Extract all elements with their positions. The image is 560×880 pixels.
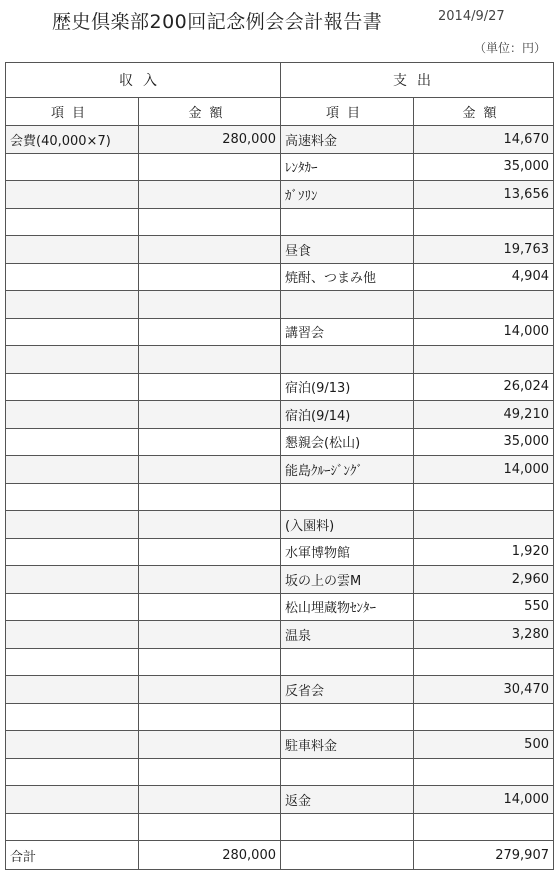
income-item-cell [6, 291, 139, 319]
income-item-header: 項目 [6, 98, 139, 126]
income-amount-cell [139, 758, 281, 786]
income-item-cell: 会費(40,000×7) [6, 126, 139, 154]
table-body [6, 126, 554, 841]
table-row [6, 786, 554, 814]
income-amount-header: 金額 [139, 98, 281, 126]
income-item-cell [6, 428, 139, 456]
income-item-cell [6, 566, 139, 594]
expense-item-cell: 反省会 [281, 676, 414, 704]
expense-item-cell [281, 291, 414, 319]
income-item-cell [6, 153, 139, 181]
income-item-cell [6, 346, 139, 374]
expense-item-cell [281, 758, 414, 786]
income-item-cell [6, 703, 139, 731]
table-row [6, 153, 554, 181]
expense-item-cell [281, 813, 414, 841]
income-item-cell [6, 236, 139, 264]
expense-amount-cell: 49,210 [414, 401, 554, 429]
income-item-cell [6, 318, 139, 346]
expense-item-cell: 水軍博物館 [281, 538, 414, 566]
expense-amount-cell: 14,000 [414, 318, 554, 346]
report-date: 2014/9/27 [438, 9, 505, 24]
expense-amount-cell [414, 346, 554, 374]
report-title: 歴史倶楽部200回記念例会会計報告書 [52, 11, 383, 33]
income-amount-cell [139, 153, 281, 181]
table-row [6, 236, 554, 264]
total-expense: 279,907 [414, 841, 554, 870]
income-amount-cell [139, 621, 281, 649]
expense-item-cell: 宿泊(9/14) [281, 401, 414, 429]
income-item-cell [6, 786, 139, 814]
income-item-cell [6, 648, 139, 676]
expense-item-cell [281, 703, 414, 731]
table-row [6, 703, 554, 731]
income-item-cell [6, 373, 139, 401]
table-row [6, 483, 554, 511]
expense-header: 支出 [281, 63, 554, 98]
income-amount-cell [139, 181, 281, 209]
income-amount-cell [139, 291, 281, 319]
income-amount-cell [139, 263, 281, 291]
section-header-row [6, 63, 554, 98]
expense-item-cell [281, 346, 414, 374]
table-row [6, 401, 554, 429]
total-label: 合計 [6, 841, 139, 870]
income-item-cell [6, 676, 139, 704]
total-row [6, 841, 554, 870]
expense-item-cell: 駐車料金 [281, 731, 414, 759]
expense-amount-cell: 13,656 [414, 181, 554, 209]
expense-item-cell: (入園料) [281, 511, 414, 539]
table-row [6, 208, 554, 236]
income-item-cell [6, 483, 139, 511]
expense-item-cell: 能島ｸﾙｰｼﾞﾝｸﾞ [281, 456, 414, 484]
expense-item-cell: 返金 [281, 786, 414, 814]
income-amount-cell [139, 318, 281, 346]
expense-amount-cell: 1,920 [414, 538, 554, 566]
expense-item-cell: 坂の上の雲M [281, 566, 414, 594]
table-row [6, 181, 554, 209]
expense-amount-cell: 35,000 [414, 428, 554, 456]
accounting-table [5, 62, 554, 870]
income-item-cell [6, 813, 139, 841]
table-row [6, 676, 554, 704]
table-row [6, 346, 554, 374]
income-item-cell [6, 593, 139, 621]
table-row [6, 538, 554, 566]
table-row [6, 373, 554, 401]
income-amount-cell [139, 731, 281, 759]
expense-amount-cell: 14,000 [414, 456, 554, 484]
table-row [6, 731, 554, 759]
expense-item-cell: 高速料金 [281, 126, 414, 154]
income-amount-cell [139, 401, 281, 429]
income-amount-cell [139, 786, 281, 814]
expense-amount-cell [414, 758, 554, 786]
total-spacer [281, 841, 414, 870]
income-item-cell [6, 538, 139, 566]
income-amount-cell [139, 648, 281, 676]
total-income: 280,000 [139, 841, 281, 870]
expense-item-cell: 昼食 [281, 236, 414, 264]
unit-note: （単位：円） [473, 41, 546, 55]
table-row [6, 593, 554, 621]
expense-item-cell [281, 208, 414, 236]
income-amount-cell [139, 373, 281, 401]
expense-item-cell [281, 648, 414, 676]
income-amount-cell [139, 456, 281, 484]
expense-item-cell: ﾚﾝﾀｶｰ [281, 153, 414, 181]
income-header: 収入 [6, 63, 281, 98]
income-amount-cell [139, 538, 281, 566]
income-amount-cell: 280,000 [139, 126, 281, 154]
expense-amount-cell: 26,024 [414, 373, 554, 401]
expense-amount-cell: 3,280 [414, 621, 554, 649]
income-item-cell [6, 731, 139, 759]
income-item-cell [6, 456, 139, 484]
expense-amount-header: 金額 [414, 98, 554, 126]
income-amount-cell [139, 208, 281, 236]
income-amount-cell [139, 483, 281, 511]
expense-item-cell: ｶﾞｿﾘﾝ [281, 181, 414, 209]
column-header-row [6, 98, 554, 126]
expense-amount-cell: 500 [414, 731, 554, 759]
income-amount-cell [139, 236, 281, 264]
income-item-cell [6, 621, 139, 649]
expense-amount-cell: 35,000 [414, 153, 554, 181]
income-amount-cell [139, 676, 281, 704]
expense-amount-cell: 14,670 [414, 126, 554, 154]
income-amount-cell [139, 813, 281, 841]
income-amount-cell [139, 566, 281, 594]
expense-item-cell: 松山埋蔵物ｾﾝﾀｰ [281, 593, 414, 621]
income-item-cell [6, 181, 139, 209]
expense-amount-cell [414, 813, 554, 841]
expense-item-cell: 講習会 [281, 318, 414, 346]
table-row [6, 648, 554, 676]
table-row [6, 263, 554, 291]
expense-item-cell: 焼酎、つまみ他 [281, 263, 414, 291]
income-amount-cell [139, 428, 281, 456]
expense-amount-cell: 550 [414, 593, 554, 621]
income-amount-cell [139, 593, 281, 621]
expense-item-cell: 懇親会(松山) [281, 428, 414, 456]
table-row [6, 291, 554, 319]
table-row [6, 428, 554, 456]
expense-amount-cell: 2,960 [414, 566, 554, 594]
income-item-cell [6, 758, 139, 786]
expense-amount-cell: 4,904 [414, 263, 554, 291]
income-amount-cell [139, 703, 281, 731]
income-item-cell [6, 511, 139, 539]
expense-amount-cell: 19,763 [414, 236, 554, 264]
table-row [6, 758, 554, 786]
table-row [6, 456, 554, 484]
income-amount-cell [139, 346, 281, 374]
income-amount-cell [139, 511, 281, 539]
expense-amount-cell [414, 483, 554, 511]
expense-amount-cell: 14,000 [414, 786, 554, 814]
table-row [6, 318, 554, 346]
expense-amount-cell [414, 511, 554, 539]
expense-item-header: 項目 [281, 98, 414, 126]
table-row [6, 511, 554, 539]
expense-amount-cell [414, 648, 554, 676]
report-header [0, 0, 560, 62]
table-row [6, 621, 554, 649]
expense-amount-cell: 30,470 [414, 676, 554, 704]
expense-item-cell: 温泉 [281, 621, 414, 649]
table-row [6, 813, 554, 841]
expense-item-cell [281, 483, 414, 511]
expense-amount-cell [414, 208, 554, 236]
income-item-cell [6, 401, 139, 429]
income-item-cell [6, 208, 139, 236]
income-item-cell [6, 263, 139, 291]
table-row [6, 126, 554, 154]
table-row [6, 566, 554, 594]
expense-item-cell: 宿泊(9/13) [281, 373, 414, 401]
expense-amount-cell [414, 703, 554, 731]
expense-amount-cell [414, 291, 554, 319]
